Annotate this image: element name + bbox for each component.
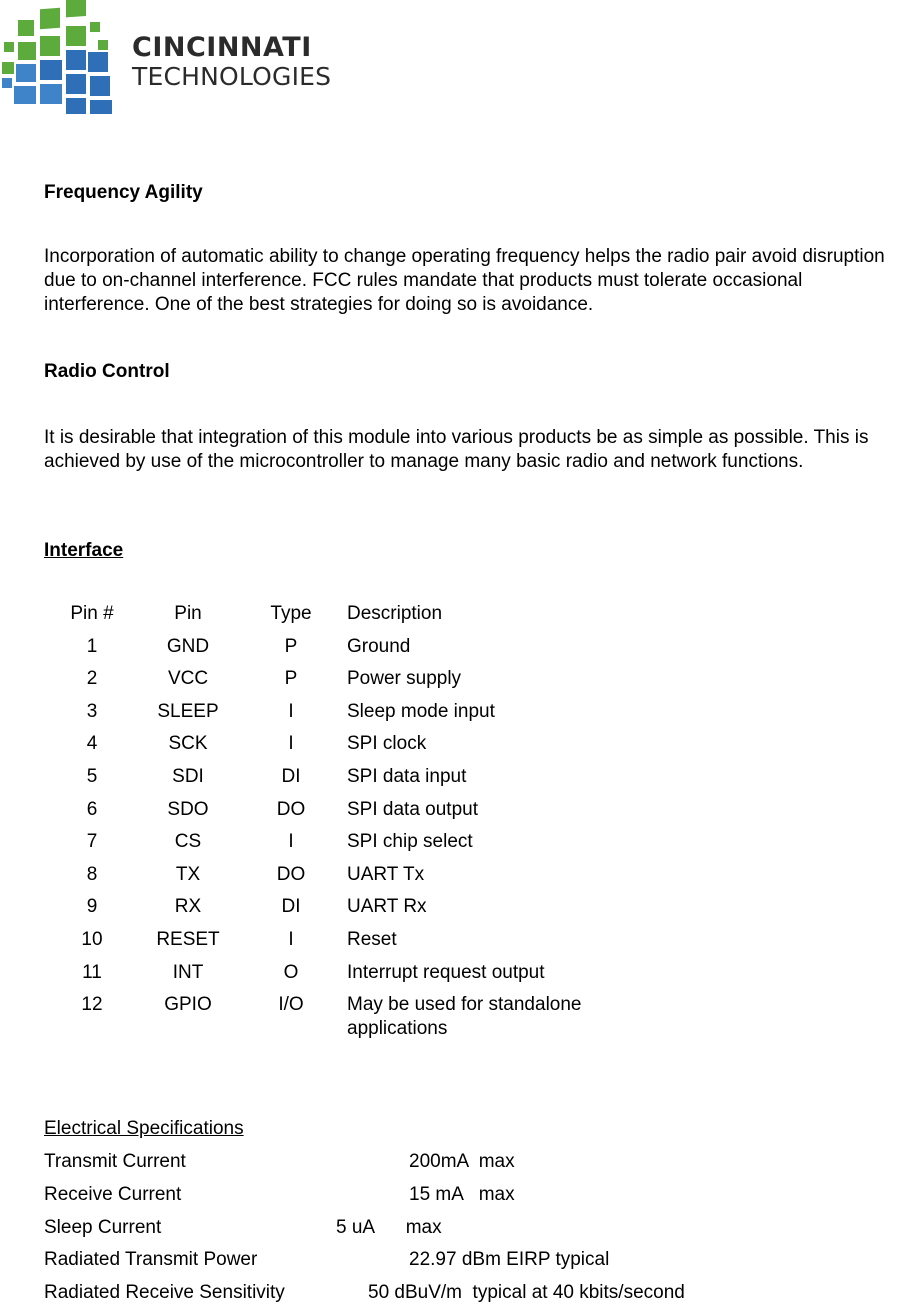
pin-type-cell: I/O: [278, 994, 304, 1016]
pin-type-cell: I: [288, 733, 294, 755]
pin-name-cell: RESET: [156, 928, 220, 950]
pin-name-cell: GPIO: [164, 994, 212, 1016]
frequency-agility-body: Incorporation of automatic ability to change operating frequency helps the radio pair avoid disruption due to on-channel interference. FCC rules mandate that products must tolerate occasional interference. One of the best strategies for doing so is avoidance.: [44, 246, 885, 315]
logo-wordmark: [132, 34, 331, 89]
pin-description-cell: Ground: [347, 635, 411, 657]
radio-control-body: It is desirable that integration of this module into various products be as simple as possible. This is achieved by use of the microcontroller to manage many basic radio and network functions.: [44, 427, 869, 472]
spec-value: 15 mA max: [409, 1184, 515, 1205]
pin-type-cell: I: [288, 831, 294, 853]
radio-control-heading: Radio Control: [44, 361, 170, 382]
pin-table-row: [60, 635, 647, 668]
logo-line-cincinnati: CINCINNATI: [132, 32, 312, 63]
pin-type-cell: DI: [281, 896, 301, 918]
pin-type-cell: I: [288, 928, 294, 950]
pin-type-cell: O: [283, 961, 299, 983]
pin-name-cell: INT: [172, 961, 204, 983]
pin-table-row: [60, 700, 647, 733]
frequency-agility-heading: Frequency Agility: [44, 182, 203, 203]
pin-number-cell: 11: [82, 961, 102, 983]
pin-type-cell: I: [288, 700, 294, 722]
pin-table-row: [60, 830, 647, 863]
pin-name-cell: SLEEP: [157, 700, 219, 722]
spec-value: 22.97 dBm EIRP typical: [409, 1249, 610, 1270]
logo-mosaic-icon: [0, 0, 130, 118]
header-pin-number: Pin #: [70, 603, 114, 624]
pin-number-cell: 6: [86, 798, 98, 820]
pin-number-cell: 1: [86, 635, 98, 657]
pin-table-row: [60, 928, 647, 961]
pin-type-cell: P: [284, 668, 298, 690]
spec-label: Receive Current: [44, 1184, 182, 1205]
logo-line-technologies: TECHNOLOGIES: [132, 62, 332, 91]
pin-number-cell: 7: [86, 831, 98, 853]
spec-label: Radiated Transmit Power: [44, 1249, 258, 1270]
pin-type-cell: DI: [281, 765, 301, 787]
spec-label: Transmit Current: [44, 1151, 186, 1172]
pin-description-cell: SPI chip select: [347, 831, 473, 853]
pin-description-cell: Interrupt request output: [347, 961, 545, 983]
pin-name-cell: SDI: [172, 765, 204, 787]
pin-number-cell: 4: [86, 733, 98, 755]
pin-number-cell: 12: [81, 994, 103, 1016]
pin-description-cell: Power supply: [347, 668, 462, 690]
pin-table: [60, 602, 647, 1041]
pin-type-cell: P: [284, 635, 298, 657]
pin-type-cell: DO: [276, 798, 306, 820]
pin-name-cell: CS: [174, 831, 202, 853]
pin-description-cell: Sleep mode input: [347, 700, 495, 722]
spec-label: Sleep Current: [44, 1217, 162, 1238]
pin-table-row: [60, 798, 647, 831]
company-logo: [0, 0, 345, 118]
interface-heading: Interface: [44, 540, 124, 561]
pin-table-row: [60, 993, 647, 1041]
pin-name-cell: SCK: [168, 733, 208, 755]
pin-table-row: [60, 895, 647, 928]
pin-number-cell: 8: [86, 863, 98, 885]
spec-value: 5 uA max: [336, 1217, 442, 1238]
pin-table-row: [60, 961, 647, 994]
pin-number-cell: 2: [86, 668, 98, 690]
pin-table-row: [60, 732, 647, 765]
pin-name-cell: VCC: [167, 668, 209, 690]
pin-description-cell: May be used for standalone applications: [347, 994, 582, 1040]
pin-name-cell: TX: [175, 863, 201, 885]
pin-type-cell: DO: [276, 863, 306, 885]
spec-value: 200mA max: [409, 1151, 515, 1172]
electrical-specs-heading: Electrical Specifications: [44, 1118, 244, 1139]
pin-description-cell: SPI clock: [347, 733, 427, 755]
pin-number-cell: 3: [86, 700, 98, 722]
pin-table-header: [60, 602, 647, 635]
spec-label: Radiated Receive Sensitivity: [44, 1282, 285, 1303]
pin-description-cell: Reset: [347, 928, 397, 950]
pin-table-row: [60, 765, 647, 798]
pin-table-row: [60, 863, 647, 896]
pin-description-cell: SPI data input: [347, 765, 467, 787]
pin-number-cell: 10: [81, 928, 103, 950]
pin-number-cell: 5: [86, 765, 98, 787]
pin-number-cell: 9: [86, 896, 98, 918]
pin-description-cell: UART Tx: [347, 863, 425, 885]
pin-description-cell: SPI data output: [347, 798, 478, 820]
pin-description-cell: UART Rx: [347, 896, 427, 918]
header-type: Type: [270, 603, 312, 624]
pin-name-cell: RX: [174, 896, 202, 918]
header-description: Description: [347, 603, 443, 624]
pin-name-cell: SDO: [167, 798, 209, 820]
pin-name-cell: GND: [166, 635, 210, 657]
spec-value: 50 dBuV/m typical at 40 kbits/second: [368, 1282, 685, 1303]
pin-table-row: [60, 667, 647, 700]
header-pin: Pin: [174, 603, 202, 624]
